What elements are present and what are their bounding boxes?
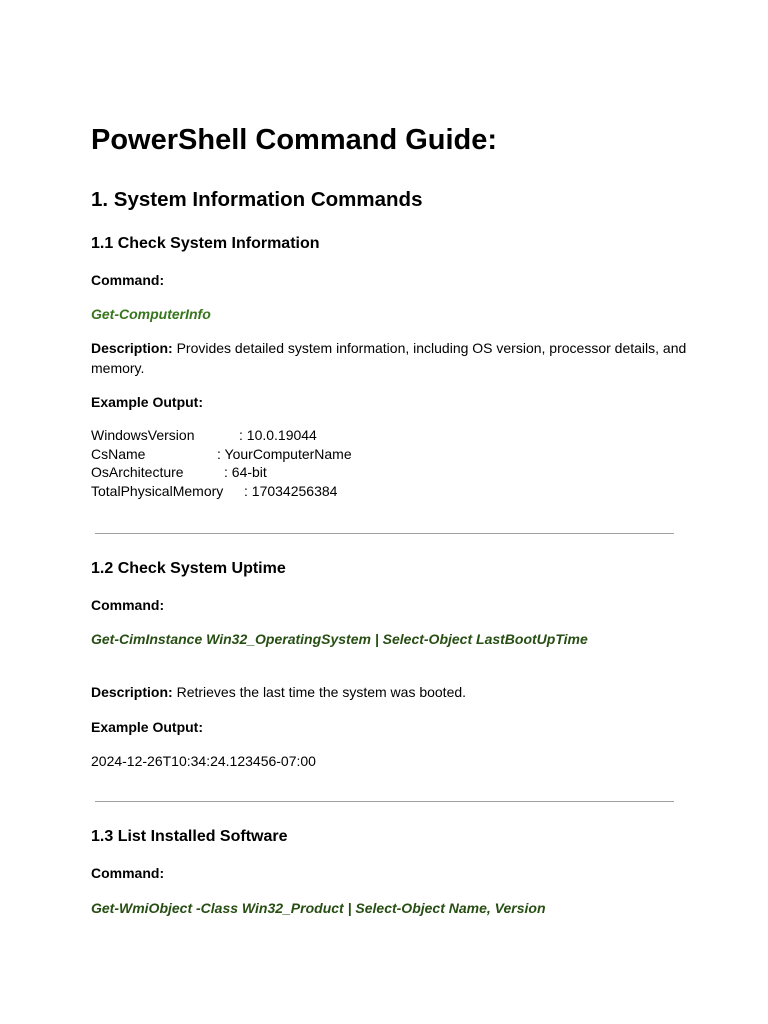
description-text: Provides detailed system information, including OS version, processor details, and memory. [91, 340, 687, 376]
output-row [91, 426, 491, 445]
page-title: PowerShell Command Guide: [91, 124, 498, 156]
output-value: : YourComputerName [217, 445, 352, 462]
subsection-heading-check-system-uptime: 1.2 Check System Uptime [91, 560, 286, 577]
example-output-label: Example Output: [91, 719, 204, 735]
description-label: Description: [91, 684, 173, 700]
example-output-text: 2024-12-26T10:34:24.123456-07:00 [91, 753, 316, 769]
output-key: CsName [91, 445, 146, 462]
output-value: : 10.0.19044 [239, 427, 317, 443]
output-key: WindowsVersion [91, 427, 195, 443]
command-text: Get-WmiObject -Class Win32_Product | Select-Object Name, Version [91, 900, 546, 916]
output-value: : 64-bit [224, 464, 267, 481]
description-paragraph [91, 338, 691, 378]
description-text: Retrieves the last time the system was booted. [172, 684, 467, 700]
output-key: TotalPhysicalMemory [91, 482, 224, 499]
output-key: OsArchitecture [91, 464, 184, 481]
output-row [91, 445, 491, 464]
command-label: Command: [91, 272, 165, 288]
output-row [91, 482, 491, 501]
output-value: : 17034256384 [244, 482, 338, 499]
command-text: Get-ComputerInfo [91, 306, 211, 322]
command-text: Get-CimInstance Win32_OperatingSystem | Select-Object LastBootUpTime [91, 631, 588, 647]
output-row [91, 463, 491, 482]
description-paragraph [91, 682, 691, 702]
example-output-label: Example Output: [91, 394, 204, 410]
description-label: Description: [91, 340, 173, 356]
command-label: Command: [91, 865, 165, 881]
horizontal-divider [95, 533, 674, 534]
example-output-block [91, 426, 491, 500]
subsection-heading-list-installed-software: 1.3 List Installed Software [91, 828, 288, 845]
horizontal-divider [95, 801, 674, 802]
command-label: Command: [91, 597, 165, 613]
section-heading-system-information: 1. System Information Commands [91, 188, 423, 211]
subsection-heading-check-system-information: 1.1 Check System Information [91, 235, 320, 252]
